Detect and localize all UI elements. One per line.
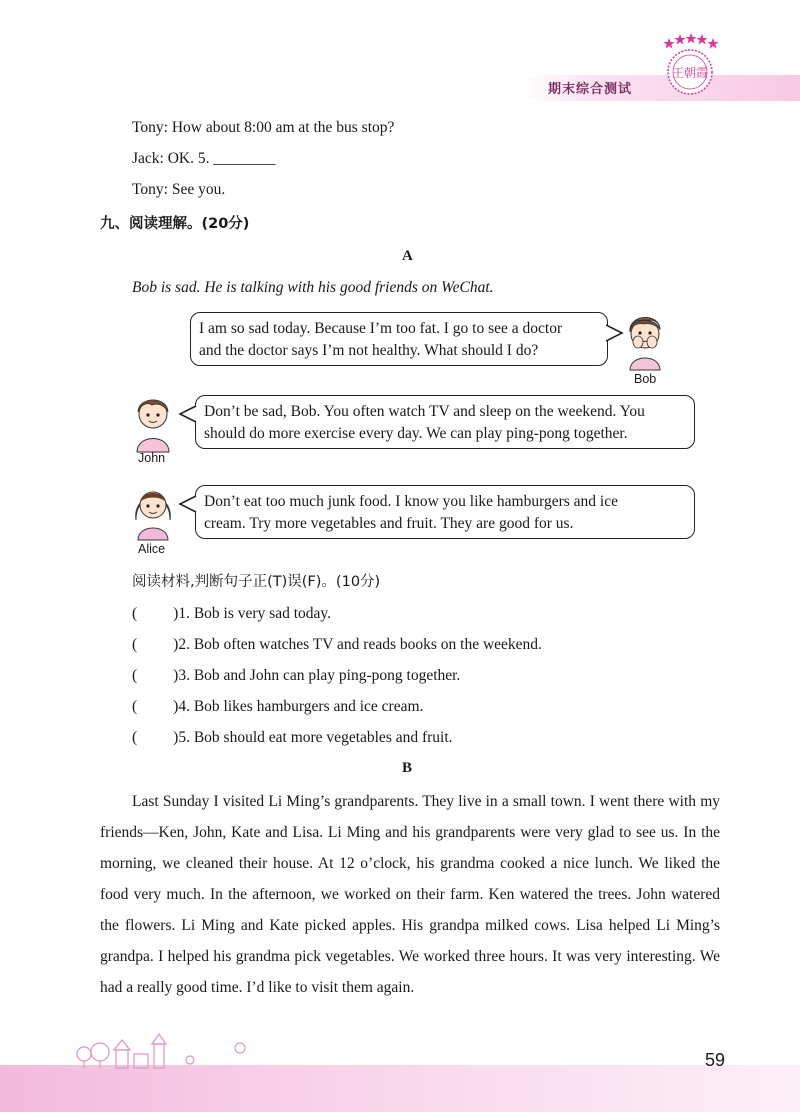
- speaker-name-alice: Alice: [138, 542, 166, 556]
- bubble-line: I am so sad today. Because I’m too fat. I go to see a doctor: [199, 320, 563, 337]
- tf-question[interactable]: [132, 604, 331, 624]
- speaker-name-john: John: [138, 451, 166, 465]
- question-text: 5. Bob should eat more vegetables and fruit.: [178, 729, 453, 746]
- part-a-heading: A: [402, 248, 413, 264]
- answer-paren-close: ): [173, 698, 179, 715]
- answer-paren-open: (: [132, 636, 138, 653]
- castle-decoration-icon: [70, 1030, 270, 1070]
- dialogue-line: Tony: How about 8:00 am at the bus stop?: [132, 119, 395, 136]
- answer-paren-close: ): [173, 605, 179, 622]
- bubble-line: Don’t eat too much junk food. I know you like hamburgers and ice: [204, 493, 618, 510]
- task-instruction: 阅读材料,判断句子正(T)误(F)。(10分): [132, 574, 381, 590]
- chat-bubble-alice: [195, 485, 695, 539]
- answer-paren-open: (: [132, 729, 138, 746]
- bubble-line: Don’t be sad, Bob. You often watch TV and sleep on the weekend. You: [204, 403, 645, 420]
- bubble-line: should do more exercise every day. We can play ping-pong together.: [204, 425, 628, 442]
- page-number: 59: [705, 1050, 726, 1070]
- chat-bubble-bob: [190, 312, 608, 366]
- bob-avatar-icon: [620, 308, 670, 372]
- tf-question[interactable]: [132, 728, 453, 748]
- svg-text:王朝霞: 王朝霞: [671, 66, 709, 80]
- dialogue-line: Tony: See you.: [132, 181, 226, 198]
- speaker-name-bob: Bob: [634, 372, 657, 386]
- passage-paragraph: [100, 786, 720, 1003]
- bubble-line: cream. Try more vegetables and fruit. They are good for us.: [204, 515, 574, 532]
- tf-question[interactable]: [132, 635, 542, 655]
- alice-avatar-icon: [128, 480, 178, 542]
- answer-paren-open: (: [132, 605, 138, 622]
- answer-paren-close: ): [173, 636, 179, 653]
- section-label: 期末综合测试: [548, 82, 633, 97]
- chat-bubble-john: [195, 395, 695, 449]
- dialogue-line: Jack: OK. 5. ________: [132, 150, 276, 167]
- answer-paren-close: ): [173, 667, 179, 684]
- question-text: 1. Bob is very sad today.: [178, 605, 332, 622]
- question-text: 4. Bob likes hamburgers and ice cream.: [178, 698, 424, 715]
- question-text: 3. Bob and John can play ping-pong together.: [178, 667, 461, 684]
- tf-question[interactable]: [132, 697, 423, 717]
- answer-paren-close: ): [173, 729, 179, 746]
- footer-band: [0, 1065, 800, 1112]
- bubble-line: and the doctor says I’m not healthy. What should I do?: [199, 342, 539, 359]
- question-text: 2. Bob often watches TV and reads books on the weekend.: [178, 636, 542, 653]
- john-avatar-icon: [128, 392, 178, 454]
- answer-paren-open: (: [132, 698, 138, 715]
- brand-logo-icon: [655, 30, 725, 100]
- part-b-heading: B: [402, 760, 413, 776]
- bubble-tail-icon: [178, 404, 197, 424]
- bubble-tail-icon: [178, 494, 197, 514]
- section-title: 九、阅读理解。(20分): [100, 216, 250, 232]
- passage-intro: Bob is sad. He is talking with his good friends on WeChat.: [132, 279, 494, 296]
- answer-paren-open: (: [132, 667, 138, 684]
- passage-text: Last Sunday I visited Li Ming’s grandparents. They live in a small town. I went there with my friends—Ken, John, Kate and Lisa. Li Ming and his grandparents were very glad to see us. In the morning, we cleaned their house. At 12 o’clock, his grandma cooked a nice lunch. We liked the food very much. In the afternoon, we worked on their farm. Ken watered the trees. John watered the flowers. Li Ming and Kate picked apples. His grandpa milked cows. Lisa helped Li Ming’s grandpa. I helped his grandma pick vegetables. We worked three hours. It was very interesting. We had a really good time. I’d like to visit them again.: [100, 793, 720, 996]
- tf-question[interactable]: [132, 666, 460, 686]
